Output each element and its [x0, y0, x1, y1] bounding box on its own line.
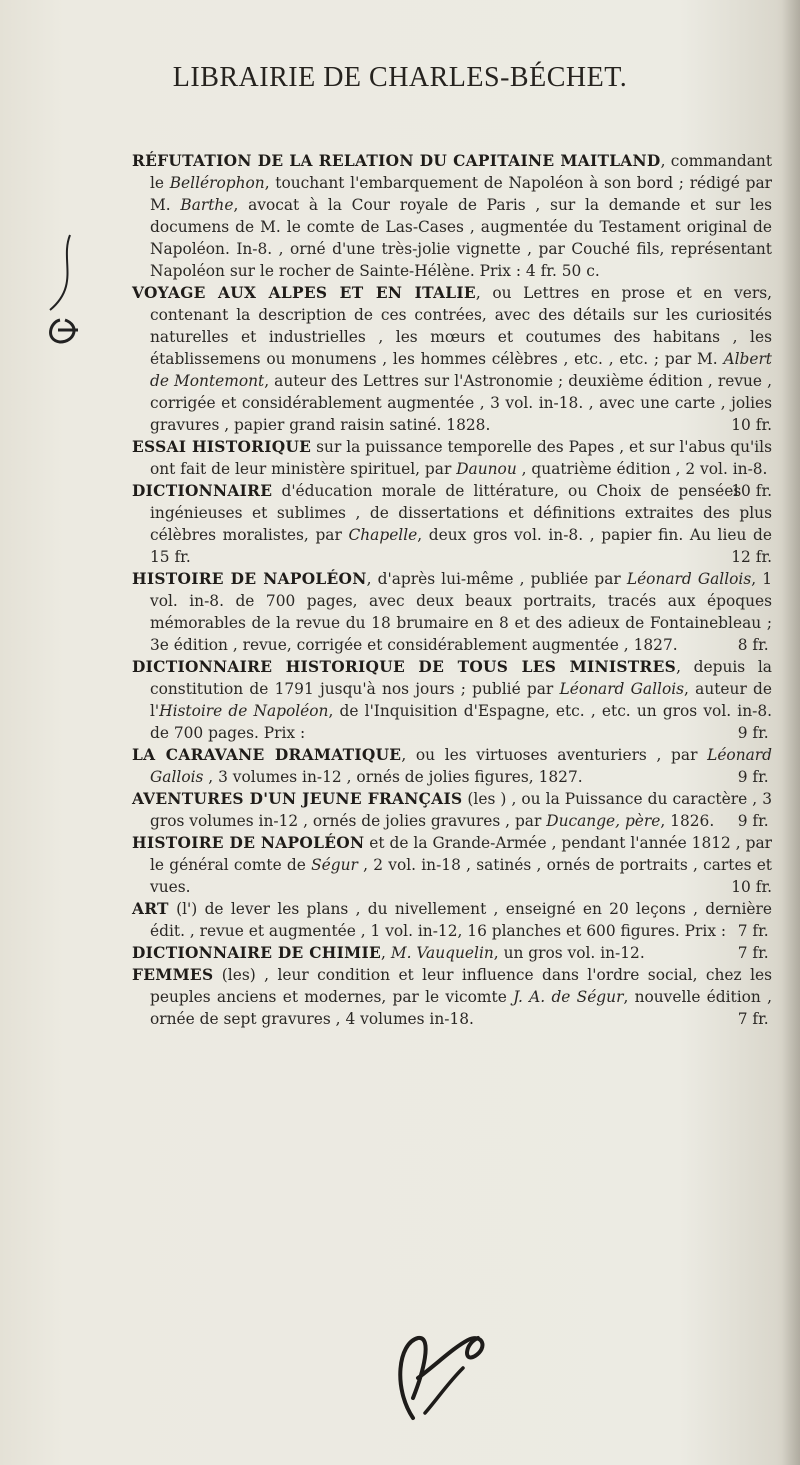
- entry-price: 8 fr.: [737, 636, 769, 654]
- page-header: LIBRAIRIE DE CHARLES-BÉCHET.: [172, 62, 628, 93]
- entry-price: 9 fr.: [737, 724, 769, 742]
- entry-title: DICTIONNAIRE HISTORIQUE DE TOUS LES MINISTRES: [132, 658, 677, 676]
- entry-price: 9 fr.: [737, 768, 769, 786]
- entry-title: RÉFUTATION DE LA RELATION DU CAPITAINE MAITLAND: [132, 152, 661, 170]
- entry-price: 12 fr.: [731, 548, 772, 566]
- entry-price: 10 fr.: [731, 878, 772, 896]
- entry-title: ART: [132, 900, 169, 918]
- catalog-entries: [132, 150, 772, 1030]
- margin-bracket-mark: [30, 230, 110, 350]
- entry-title: FEMMES: [132, 966, 214, 984]
- entry-title: ESSAI HISTORIQUE: [132, 438, 312, 456]
- catalog-entry: ESSAI HISTORIQUE sur la puissance temporelle des Papes , et sur l'abus qu'ils ont fait de leur ministère spirituel, par Daunou , quatrième édition , 2 vol. in-8. 10 fr.: [132, 438, 772, 500]
- entry-title: VOYAGE AUX ALPES ET EN ITALIE: [132, 284, 476, 302]
- entry-price: 9 fr.: [737, 812, 769, 830]
- catalog-entry: AVENTURES D'UN JEUNE FRANÇAIS (les ) , ou la Puissance du caractère , 3 gros volumes in-12 , ornés de jolies gravures , par Ducange, père, 1826. 9 fr.: [132, 790, 772, 830]
- catalog-entry: DICTIONNAIRE DE CHIMIE, M. Vauquelin, un gros vol. in-12. 7 fr.: [132, 942, 772, 964]
- catalog-entry: HISTOIRE DE NAPOLÉON, d'après lui-même , publiée par Léonard Gallois, 1 vol. in-8. de 700 pages, avec deux beaux portraits, tracés aux époques mémorables de la revue du 18 brumaire en 8 et des adieux de Fontainebleau ; 3e édition , revue, corrigée et considérablement augmentée , 1827. 8 fr.: [132, 570, 773, 654]
- entry-price: 10 fr.: [731, 416, 772, 434]
- entry-title: DICTIONNAIRE: [132, 482, 273, 500]
- entry-price: 7 fr.: [737, 922, 769, 940]
- catalog-entry: ART (l') de lever les plans , du nivellement , enseigné en 20 leçons , dernière édit. , revue et augmentée , 1 vol. in-12, 16 planches et 600 figures. Prix : 7 fr.: [132, 900, 772, 940]
- catalog-entry: DICTIONNAIRE d'éducation morale de littérature, ou Choix de pensées ingénieuses et sublimes , de dissertations et définitions extraites des plus célèbres moralistes, par Chapelle, deux gros vol. in-8. , papier fin. Au lieu de 15 fr. 12 fr.: [132, 482, 772, 566]
- entry-price: 10 fr.: [731, 482, 772, 500]
- catalog-entry: VOYAGE AUX ALPES ET EN ITALIE, ou Lettres en prose et en vers, contenant la description de ces contrées, avec des détails sur les curiosités naturelles et industrielles , les mœurs et coutumes des habitans , les établissemens ou monumens , les hommes célèbres , etc. , etc. ; par M. Albert de Montemont, auteur des Lettres sur l'Astronomie ; deuxième édition , revue , corrigée et considérablement augmentée , 3 vol. in-18. , avec une carte , jolies gravures , papier grand raisin satiné. 1828. 10 fr.: [132, 284, 772, 434]
- entry-title: HISTOIRE DE NAPOLÉON: [132, 834, 365, 852]
- entry-title: DICTIONNAIRE DE CHIMIE: [132, 944, 382, 962]
- page-edge-shadow: [782, 0, 800, 1465]
- entry-title: AVENTURES D'UN JEUNE FRANÇAIS: [132, 790, 463, 808]
- catalog-entry: RÉFUTATION DE LA RELATION DU CAPITAINE MAITLAND, commandant le Bellérophon, touchant l'embarquement de Napoléon à son bord ; rédigé par M. Barthe, avocat à la Cour royale de Paris , sur la demande et sur les documens de M. le comte de Las-Cases , augmentée du Testament original de Napoléon. In-8. , orné d'une très-jolie vignette , par Couché fils, représentant Napoléon sur le rocher de Sainte-Hélène. Prix : 4 fr. 50 c.: [132, 152, 773, 280]
- catalog-entry: HISTOIRE DE NAPOLÉON et de la Grande-Armée , pendant l'année 1812 , par le général comte de Ségur , 2 vol. in-18 , satinés , ornés de portraits , cartes et vues. 10 fr.: [132, 834, 772, 896]
- catalog-entry: DICTIONNAIRE HISTORIQUE DE TOUS LES MINISTRES, depuis la constitution de 1791 jusqu'à nos jours ; publié par Léonard Gallois, auteur de l'Histoire de Napoléon, de l'Inquisition d'Espagne, etc. , etc. un gros vol. in-8. de 700 pages. Prix : 9 fr.: [132, 658, 773, 742]
- entry-title: HISTOIRE DE NAPOLÉON: [132, 570, 367, 588]
- entry-price: 7 fr.: [737, 1010, 769, 1028]
- entry-price: 7 fr.: [737, 944, 769, 962]
- catalog-entry: FEMMES (les) , leur condition et leur influence dans l'ordre social, chez les peuples anciens et modernes, par le vicomte J. A. de Ségur, nouvelle édition , ornée de sept gravures , 4 volumes in-18. 7 fr.: [132, 966, 772, 1028]
- handwritten-flourish: [383, 1328, 493, 1423]
- entry-title: LA CARAVANE DRAMATIQUE: [132, 746, 402, 764]
- catalog-entry: LA CARAVANE DRAMATIQUE, ou les virtuoses aventuriers , par Léonard Gallois , 3 volumes in-12 , ornés de jolies figures, 1827. 9 fr.: [132, 746, 772, 786]
